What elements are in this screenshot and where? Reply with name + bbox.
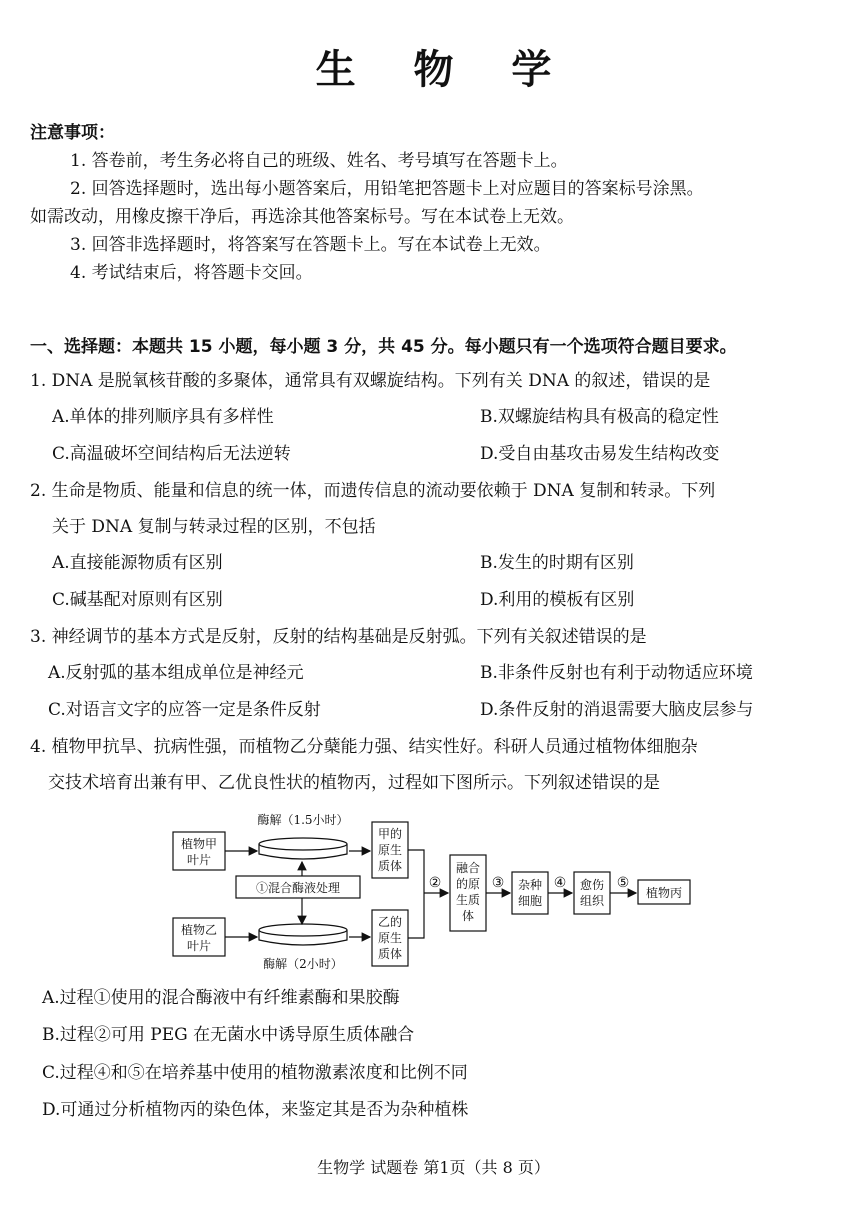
q3-stem: 3. 神经调节的基本方式是反射，反射的结构基础是反射弧。下列有关叙述错误的是: [30, 627, 647, 647]
step-5-marker: ⑤: [616, 875, 630, 891]
q4-option-b: B.过程②可用 PEG 在无菌水中诱导原生质体融合: [42, 1025, 415, 1045]
q4-option-a: A.过程①使用的混合酶液中有纤维素酶和果胶酶: [42, 988, 400, 1008]
q3-option-d: D.条件反射的消退需要大脑皮层参与: [480, 700, 754, 720]
plant-b-label-1: 植物乙: [180, 923, 218, 937]
plant-b-label-2: 叶片: [186, 939, 212, 953]
enzyme-b-label: 酶解（2小时）: [263, 957, 343, 971]
notice-item-2: 2. 回答选择题时，选出每小题答案后，用铅笔把答题卡上对应题目的答案标号涂黑。: [70, 179, 704, 199]
step-3-marker: ③: [491, 875, 505, 891]
fused-label-2: 的原: [455, 877, 481, 891]
q3-option-b: B.非条件反射也有利于动物适应环境: [480, 663, 753, 683]
protoplast-b-label-1: 乙的: [377, 915, 403, 929]
callus-label-1: 愈伤: [579, 878, 605, 892]
q3-option-a: A.反射弧的基本组成单位是神经元: [48, 663, 304, 683]
plant-a-label-2: 叶片: [186, 853, 212, 867]
q1-option-a: A.单体的排列顺序具有多样性: [52, 407, 274, 427]
q1-option-c: C.高温破坏空间结构后无法逆转: [52, 444, 291, 464]
q4-stem-line1: 4. 植物甲抗旱、抗病性强，而植物乙分蘖能力强、结实性好。科研人员通过植物体细胞杂: [30, 737, 698, 757]
hybrid-label-1: 杂种: [517, 878, 543, 892]
mix-label: ①混合酶液处理: [255, 881, 341, 895]
enzyme-a-label: 酶解（1.5小时）: [257, 813, 349, 827]
page-footer: 生物学 试题卷 第1页（共 8 页）: [317, 1158, 550, 1177]
notice-item-1: 1. 答卷前，考生务必将自己的班级、姓名、考号填写在答题卡上。: [70, 151, 568, 171]
fused-label-4: 体: [461, 909, 475, 923]
protoplast-a-label-1: 甲的: [377, 827, 403, 841]
step-4-marker: ④: [553, 875, 567, 891]
q4-option-c: C.过程④和⑤在培养基中使用的植物激素浓度和比例不同: [42, 1063, 468, 1083]
fusion-process-diagram: [0, 800, 867, 975]
q2-option-c: C.碱基配对原则有区别: [52, 590, 223, 610]
notice-item-4: 4. 考试结束后，将答题卡交回。: [70, 263, 313, 283]
q2-stem-line1: 2. 生命是物质、能量和信息的统一体，而遗传信息的流动要依赖于 DNA 复制和转录。下列: [30, 481, 716, 501]
q1-option-b: B.双螺旋结构具有极高的稳定性: [480, 407, 719, 427]
section-heading: 一、选择题：本题共 15 小题，每小题 3 分，共 45 分。每小题只有一个选项符合题目要求。: [30, 337, 737, 357]
protoplast-a-label-3: 质体: [377, 859, 403, 873]
fused-label-1: 融合: [455, 861, 481, 875]
notice-item-3: 3. 回答非选择题时，将答案写在答题卡上。写在本试卷上无效。: [70, 235, 551, 255]
plant-a-label-1: 植物甲: [180, 837, 218, 851]
notice-item-2-cont: 如需改动，用橡皮擦干净后，再选涂其他答案标号。写在本试卷上无效。: [30, 207, 574, 227]
q2-option-b: B.发生的时期有区别: [480, 553, 634, 573]
page-title: 生 物 学: [315, 47, 574, 93]
q4-stem-line2: 交技术培育出兼有甲、乙优良性状的植物丙，过程如下图所示。下列叙述错误的是: [48, 773, 660, 793]
fused-label-3: 生质: [455, 893, 481, 907]
plant-c-label: 植物丙: [645, 886, 683, 900]
notice-heading: 注意事项：: [30, 123, 115, 143]
protoplast-b-label-3: 质体: [377, 947, 403, 961]
q2-stem-line2: 关于 DNA 复制与转录过程的区别，不包括: [52, 517, 376, 537]
q2-option-d: D.利用的模板有区别: [480, 590, 635, 610]
q1-stem: 1. DNA 是脱氧核苷酸的多聚体，通常具有双螺旋结构。下列有关 DNA 的叙述，错误的是: [30, 371, 711, 391]
protoplast-b-label-2: 原生: [377, 931, 403, 945]
q3-option-c: C.对语言文字的应答一定是条件反射: [48, 700, 321, 720]
hybrid-label-2: 细胞: [517, 894, 543, 908]
q2-option-a: A.直接能源物质有区别: [52, 553, 223, 573]
protoplast-a-label-2: 原生: [377, 843, 403, 857]
step-2-marker: ②: [428, 875, 442, 891]
q1-option-d: D.受自由基攻击易发生结构改变: [480, 444, 720, 464]
callus-label-2: 组织: [579, 894, 605, 908]
q4-option-d: D.可通过分析植物丙的染色体，来鉴定其是否为杂种植株: [42, 1100, 469, 1120]
